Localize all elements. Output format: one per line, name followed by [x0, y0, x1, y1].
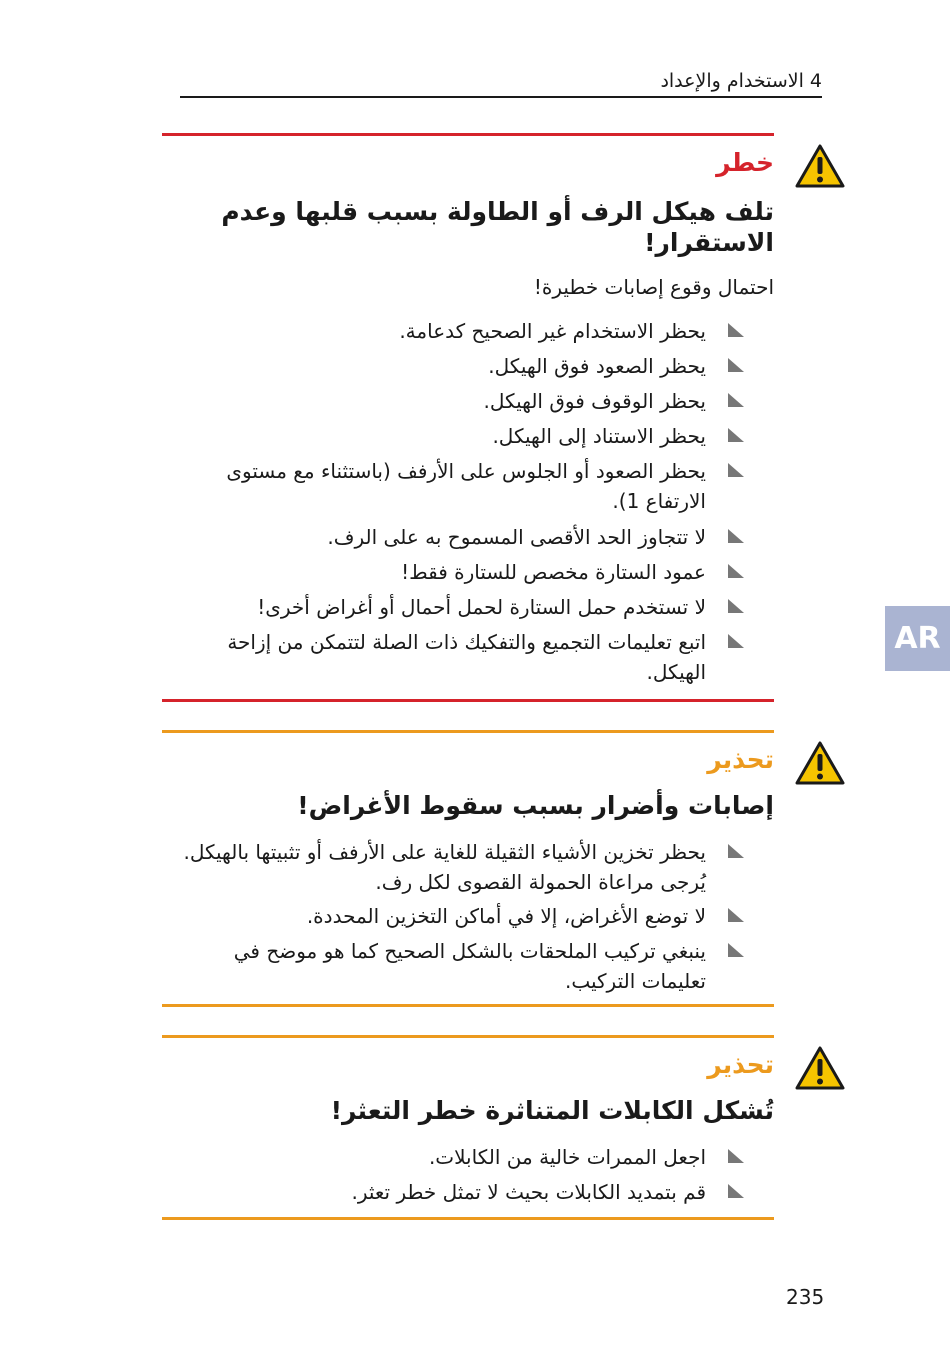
warning-triangle-icon	[794, 740, 846, 786]
list-item: يحظر تخزين الأشياء الثقيلة للغاية على الأرفف أو تثبيتها بالهيكل. يُرجى مراعاة الحمولة القصوى لكل رف.	[183, 840, 706, 894]
signal-word: تحذير	[707, 1050, 774, 1079]
warning-notice-cables	[162, 1035, 774, 1225]
warning-notice-falling-objects	[162, 730, 774, 1010]
signal-word: تحذير	[707, 745, 774, 774]
header-divider	[180, 96, 822, 98]
list-item: ينبغي تركيب الملحقات بالشكل الصحيح كما هو موضح في تعليمات التركيب.	[233, 939, 706, 993]
triangle-bullet-icon	[728, 599, 744, 613]
danger-top-rule	[162, 133, 774, 136]
list-item: عمود الستارة مخصص للستارة فقط!	[401, 560, 706, 584]
page-number: 235	[786, 1285, 825, 1309]
language-tab: AR	[885, 606, 950, 671]
warning-bottom-rule	[162, 1217, 774, 1220]
triangle-bullet-icon	[728, 564, 744, 578]
triangle-bullet-icon	[728, 428, 744, 442]
triangle-bullet-icon	[728, 634, 744, 648]
list-item: لا تتجاوز الحد الأقصى المسموح به على الرف.	[327, 525, 706, 549]
list-item: لا توضع الأغراض، إلا في أماكن التخزين المحددة.	[306, 904, 706, 928]
notice-title: إصابات وأضرار بسبب سقوط الأغراض!	[297, 791, 774, 820]
triangle-bullet-icon	[728, 844, 744, 858]
triangle-bullet-icon	[728, 393, 744, 407]
list-item: اجعل الممرات خالية من الكابلات.	[428, 1145, 706, 1169]
list-item: يحظر الاستناد إلى الهيكل.	[492, 424, 706, 448]
triangle-bullet-icon	[728, 1184, 744, 1198]
notice-title: تلف هيكل الرف أو الطاولة بسبب قلبها وعدم الاستقرار!	[221, 197, 774, 257]
list-item: يحظر الاستخدام غير الصحيح كدعامة.	[399, 319, 706, 343]
list-item: يحظر الصعود فوق الهيكل.	[488, 354, 706, 378]
running-header: 4 الاستخدام والإعداد	[660, 70, 822, 92]
triangle-bullet-icon	[728, 908, 744, 922]
signal-word: خطر	[716, 148, 774, 177]
list-item: اتبع تعليمات التجميع والتفكيك ذات الصلة لتتمكن من إزاحة الهيكل.	[227, 630, 706, 684]
notice-title: تُشكل الكابلات المتناثرة خطر التعثر!	[330, 1096, 774, 1125]
triangle-bullet-icon	[728, 463, 744, 477]
danger-notice	[162, 133, 774, 705]
triangle-bullet-icon	[728, 323, 744, 337]
list-item: قم بتمديد الكابلات بحيث لا تمثل خطر تعثر.	[351, 1180, 706, 1204]
triangle-bullet-icon	[728, 358, 744, 372]
warning-top-rule	[162, 730, 774, 733]
list-item: لا تستخدم حمل الستارة لحمل أحمال أو أغراض أخرى!	[257, 595, 706, 619]
warning-top-rule	[162, 1035, 774, 1038]
warning-bottom-rule	[162, 1004, 774, 1007]
triangle-bullet-icon	[728, 943, 744, 957]
warning-triangle-icon	[794, 143, 846, 189]
warning-triangle-icon	[794, 1045, 846, 1091]
danger-bottom-rule	[162, 699, 774, 702]
list-item: يحظر الوقوف فوق الهيكل.	[483, 389, 706, 413]
notice-intro: احتمال وقوع إصابات خطيرة!	[533, 275, 774, 299]
triangle-bullet-icon	[728, 529, 744, 543]
list-item: يحظر الصعود أو الجلوس على الأرفف (باستثناء مع مستوى الارتفاع 1).	[226, 459, 706, 513]
triangle-bullet-icon	[728, 1149, 744, 1163]
